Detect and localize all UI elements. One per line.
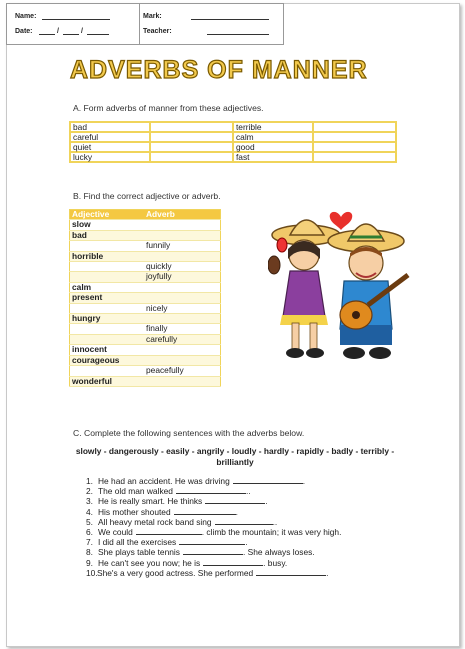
section-c-heading: C. Complete the following sentences with the adverbs below.	[73, 428, 305, 438]
answer-cell[interactable]	[150, 152, 233, 162]
date-separator: /	[81, 28, 83, 35]
sentence-text-end: .	[265, 496, 268, 507]
sentence-text-end: .	[326, 567, 329, 578]
answer-cell[interactable]	[150, 122, 233, 132]
date-separator: /	[57, 28, 59, 35]
answer-blank[interactable]	[215, 517, 273, 525]
sentence-text: He can't see you now; he is	[98, 557, 201, 568]
section-a-heading: A. Form adverbs of manner from these adjectives.	[73, 103, 264, 113]
adverb-cell[interactable]	[144, 345, 221, 355]
adverb-cell[interactable]	[144, 230, 221, 240]
table-row	[70, 355, 221, 365]
sentence-text: He is really smart. He thinks	[98, 496, 203, 507]
adjective-cell: courageous	[70, 355, 145, 365]
answer-cell[interactable]	[150, 142, 233, 152]
sentence-text: All heavy metal rock band sing	[98, 516, 212, 527]
table-row	[70, 282, 221, 292]
adjective-cell: hungry	[70, 314, 145, 324]
adverb-cell[interactable]	[144, 293, 221, 303]
table-row	[70, 152, 396, 162]
answer-cell[interactable]	[313, 122, 396, 132]
adjective-cell: lucky	[70, 152, 150, 162]
table-row	[70, 132, 396, 142]
sentence-item	[86, 507, 238, 517]
page-title: ADVERBS OF MANNER	[70, 56, 368, 84]
adverb-cell: finally	[144, 324, 221, 334]
adjective-cell: fast	[233, 152, 313, 162]
table-row	[70, 376, 221, 386]
sentence-text-end: .	[302, 476, 306, 486]
table-row	[70, 220, 221, 230]
sentence-number: 2.	[86, 486, 93, 497]
table-row	[70, 241, 221, 251]
sentence-number: 10.	[86, 567, 98, 578]
sentence-number: 7.	[86, 537, 93, 548]
sentence-item	[86, 537, 248, 547]
adjective-cell[interactable]	[70, 272, 145, 282]
table-row	[70, 251, 221, 261]
adjective-cell[interactable]	[70, 366, 145, 376]
sentence-text: He had an accident. He was driving	[98, 476, 230, 486]
answer-blank[interactable]	[174, 507, 236, 515]
adjective-cell: terrible	[233, 122, 313, 132]
name-field[interactable]	[42, 19, 110, 20]
adverb-cell: joyfully	[144, 272, 221, 282]
table-row	[70, 324, 221, 334]
sentence-item	[86, 517, 277, 527]
table-row	[70, 314, 221, 324]
table-row	[70, 142, 396, 152]
table-row	[70, 293, 221, 303]
adverb-cell[interactable]	[144, 282, 221, 292]
sentence-item	[86, 568, 328, 578]
answer-blank[interactable]	[183, 547, 243, 555]
adverb-cell[interactable]	[144, 355, 221, 365]
adjective-cell[interactable]	[70, 303, 145, 313]
adjective-cell: bad	[70, 230, 145, 240]
adverb-cell: carefully	[144, 334, 221, 344]
sentence-text: His mother shouted	[98, 506, 171, 517]
table-row	[70, 262, 221, 272]
table-row	[70, 122, 396, 132]
column-header-adjective: Adjective	[70, 210, 145, 220]
sentence-number: 8.	[86, 547, 93, 558]
section-a-table	[69, 121, 397, 163]
sentence-text: She's a very good actress. She performed	[97, 567, 254, 578]
answer-cell[interactable]	[313, 132, 396, 142]
sentence-number: 5.	[86, 516, 93, 527]
sentence-text-end: .	[235, 506, 238, 517]
table-row	[70, 334, 221, 344]
adverb-cell[interactable]	[144, 220, 221, 230]
sentence-text-end: . She always loses.	[242, 547, 315, 558]
table-row	[70, 303, 221, 313]
answer-blank[interactable]	[136, 527, 202, 535]
answer-cell[interactable]	[150, 132, 233, 142]
answer-blank[interactable]	[203, 558, 263, 566]
sentence-text-end: .	[245, 537, 248, 548]
section-b-table	[69, 209, 221, 387]
header-divider	[139, 3, 140, 45]
adjective-cell: horrible	[70, 251, 145, 261]
adjective-cell[interactable]	[70, 324, 145, 334]
sentence-text-end: ..	[272, 516, 278, 527]
answer-blank[interactable]	[176, 486, 246, 494]
answer-blank[interactable]	[256, 567, 329, 578]
sentence-text: I did all the exercises	[98, 537, 177, 548]
adjective-cell: good	[233, 142, 313, 152]
date-label: Date:	[15, 28, 33, 35]
word-bank: slowly - dangerously - easily - angrily - loudly - hardly - rapidly - badly - terribly - brilliantly	[75, 446, 395, 467]
sentence-text: She plays table tennis	[98, 547, 180, 558]
sentence-text-end: . climb the mountain; it was very high.	[201, 527, 342, 537]
adverb-cell[interactable]	[144, 251, 221, 261]
sentence-number: 9.	[86, 557, 93, 568]
header-box	[6, 3, 284, 45]
adverb-cell: peacefully	[144, 366, 221, 376]
adjective-cell: slow	[70, 220, 145, 230]
sentence-text-end: . busy.	[263, 557, 288, 568]
sentence-item	[86, 527, 341, 537]
mark-field[interactable]	[191, 19, 269, 20]
adjective-cell: innocent	[70, 345, 145, 355]
sentence-number: 6.	[86, 527, 93, 537]
answer-blank[interactable]	[179, 537, 248, 548]
sentence-number: 4.	[86, 506, 93, 517]
answer-cell[interactable]	[313, 142, 396, 152]
heart-icon	[330, 212, 353, 230]
adjective-cell[interactable]	[70, 262, 145, 272]
table-row	[70, 345, 221, 355]
answer-cell[interactable]	[313, 152, 396, 162]
adjective-cell: present	[70, 293, 145, 303]
sentence-number: 1.	[86, 476, 93, 486]
sentence-item	[86, 496, 268, 506]
date-month-field[interactable]	[63, 34, 79, 35]
adjective-cell: bad	[70, 122, 150, 132]
adverb-cell[interactable]	[144, 376, 221, 386]
adverb-cell[interactable]	[144, 314, 221, 324]
sentence-text: We could	[98, 527, 133, 537]
table-row	[70, 366, 221, 376]
answer-blank[interactable]	[205, 496, 268, 507]
sentence-number: 3.	[86, 496, 93, 507]
teacher-label: Teacher:	[143, 28, 172, 35]
sentence-text: The old man walked	[98, 486, 173, 497]
adjective-cell: calm	[233, 132, 313, 142]
adjective-cell[interactable]	[70, 241, 145, 251]
sentence-item	[86, 547, 315, 557]
table-row	[70, 272, 221, 282]
adjective-cell: quiet	[70, 142, 150, 152]
column-header-adverb: Adverb	[144, 210, 221, 220]
sentence-item	[86, 486, 251, 496]
section-b-heading: B. Find the correct adjective or adverb.	[73, 191, 221, 201]
adjective-cell: careful	[70, 132, 150, 142]
teacher-field[interactable]	[207, 34, 269, 35]
mark-label: Mark:	[143, 13, 162, 20]
adjective-cell[interactable]	[70, 334, 145, 344]
name-label: Name:	[15, 13, 37, 20]
date-day-field[interactable]	[39, 34, 55, 35]
adjective-cell: calm	[70, 282, 145, 292]
table-row	[70, 230, 221, 240]
mexican-couple-illustration	[268, 205, 418, 365]
date-year-field[interactable]	[87, 34, 109, 35]
sentence-item	[86, 476, 305, 486]
adverb-cell: funnily	[144, 241, 221, 251]
sentence-text-end: ..	[245, 486, 251, 497]
adverb-cell: nicely	[144, 303, 221, 313]
sentence-item	[86, 558, 287, 568]
adverb-cell: quickly	[144, 262, 221, 272]
answer-blank[interactable]	[233, 476, 306, 486]
adjective-cell: wonderful	[70, 376, 145, 386]
